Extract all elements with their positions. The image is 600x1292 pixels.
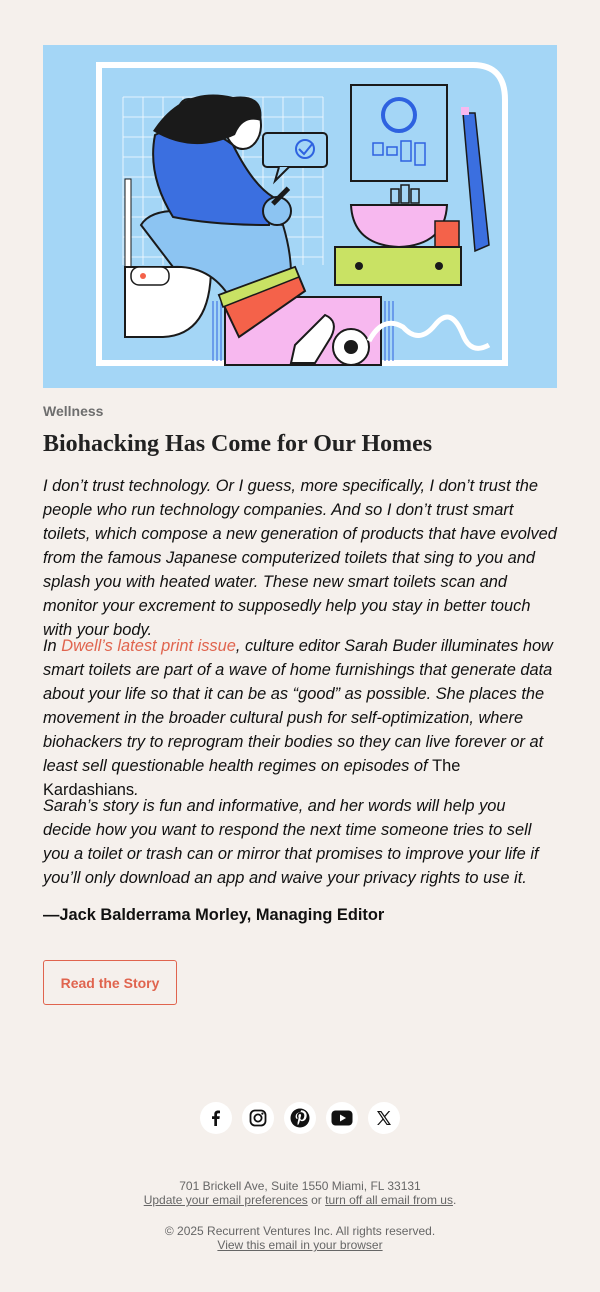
unsubscribe-link[interactable]: turn off all email from us [325,1193,453,1207]
view-in-browser-link[interactable]: View this email in your browser [217,1238,383,1252]
woman-on-smart-toilet-illustration [43,45,557,388]
show-title: The Kardashians [43,757,461,799]
footer-period: . [452,1193,457,1207]
dwell-issue-link[interactable]: Dwell’s latest print issue [61,637,236,655]
youtube-icon[interactable] [326,1102,358,1134]
article-title[interactable]: Biohacking Has Come for Our Homes [43,431,433,457]
facebook-icon[interactable] [200,1102,232,1134]
intro-paragraph-3: Sarah’s story is fun and informative, and her words will help you decide how you want to respond the next time someone tries to sell you a toilet or trash can or mirror that promises to improve your life if you’ll only download an app and waive your privacy rights to use it. [43,797,539,887]
copyright-text: © 2025 Recurrent Ventures Inc. All rights reserved. [164,1224,436,1238]
hero-image-link[interactable] [43,45,557,388]
paragraph-text: . [134,781,139,799]
read-the-story-button[interactable]: Read the Story [43,960,177,1005]
x-icon[interactable] [368,1102,400,1134]
editor-signature: —Jack Balderrama Morley, Managing Editor [43,906,385,924]
article-category: Wellness [43,403,104,419]
footer-copyright-block [0,1224,600,1252]
email-preferences-link[interactable]: Update your email preferences [143,1193,308,1207]
paragraph-text: , culture editor Sarah Buder illuminates how smart toilets are part of a wave of home furnishings that generate data about your life so that it can be as “good” as possible. She places the movement in the broader cultural push for self-optimization, where biohackers try to reprogram their bodies so they can live forever or at least sell questionable health regimes on episodes of [43,637,553,775]
footer-separator-text: or [307,1193,326,1207]
intro-paragraph-2 [43,634,557,802]
social-links [0,1102,600,1134]
paragraph-text: In [43,637,62,655]
company-address: 701 Brickell Ave, Suite 1550 Miami, FL 33131 [179,1179,421,1193]
footer-address-block [0,1179,600,1207]
intro-paragraph-1: I don’t trust technology. Or I guess, more specifically, I don’t trust the people who run technology companies. And so I don’t trust smart toilets, which compose a new generation of products that have evolved from the famous Japanese computerized toilets that sing to you and splash you with heated water. These new smart toilets scan and monitor your excrement to supposedly help you stay in better touch with your body. [43,477,557,639]
footer-links-row [0,1193,600,1207]
instagram-icon[interactable] [242,1102,274,1134]
pinterest-icon[interactable] [284,1102,316,1134]
